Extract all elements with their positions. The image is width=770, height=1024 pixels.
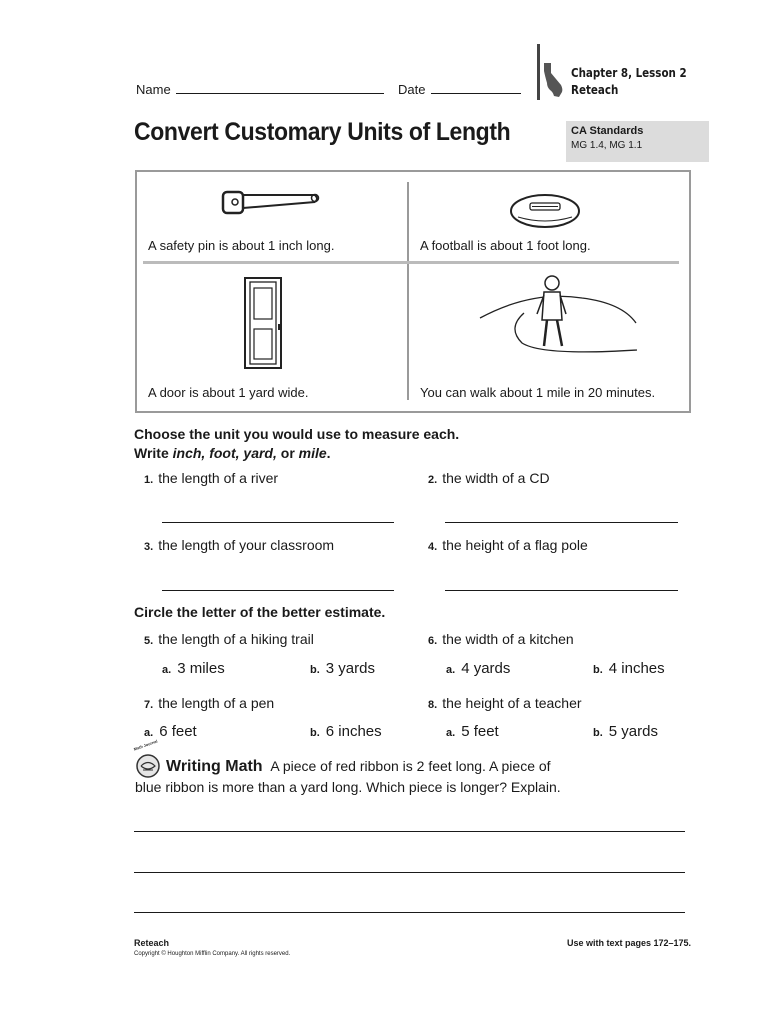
option-text: 6 inches <box>325 723 382 740</box>
question-number: 1. <box>144 474 154 486</box>
option-7b[interactable] <box>310 723 382 740</box>
walk-caption: You can walk about 1 mile in 20 minutes. <box>420 385 656 400</box>
date-field[interactable] <box>431 80 521 94</box>
option-text: 5 feet <box>461 723 499 740</box>
footer-copyright: Copyright © Houghton Mifflin Company. All rights reserved. <box>134 951 291 957</box>
option-8b[interactable] <box>593 723 658 740</box>
question-text: the height of a flag pole <box>442 537 588 553</box>
section2-instructions: Circle the letter of the better estimate. <box>134 604 386 620</box>
standards-box <box>566 121 709 162</box>
section1-line2 <box>134 444 459 463</box>
question-number: 5. <box>144 635 154 647</box>
option-text: 4 inches <box>608 660 665 677</box>
option-letter: a. <box>446 727 456 739</box>
option-text: 6 feet <box>159 723 197 740</box>
question-8 <box>428 695 582 711</box>
writing-math-title: Writing Math <box>166 758 263 775</box>
footer-pages: Use with text pages 172–175. <box>567 938 692 948</box>
option-text: 3 yards <box>325 660 375 677</box>
writing-answer-line-1[interactable] <box>134 818 685 832</box>
writing-math-line2: blue ribbon is more than a yard long. Which piece is longer? Explain. <box>135 779 561 795</box>
question-text: the width of a CD <box>442 470 550 486</box>
writing-answer-line-3[interactable] <box>134 899 685 913</box>
standards-codes: MG 1.4, MG 1.1 <box>571 140 643 151</box>
option-text: 3 miles <box>177 660 225 677</box>
footer-reteach: Reteach <box>134 938 170 948</box>
question-5 <box>144 631 314 647</box>
reteach-label: Reteach <box>571 83 619 97</box>
question-2 <box>428 470 550 486</box>
option-5b[interactable] <box>310 660 375 677</box>
date-label: Date <box>398 82 426 97</box>
question-number: 4. <box>428 541 438 553</box>
answer-1-field[interactable] <box>162 508 394 523</box>
option-8a[interactable] <box>446 723 499 740</box>
question-text: the length of a river <box>158 470 279 486</box>
option-letter: b. <box>593 664 603 676</box>
option-letter: a. <box>144 727 154 739</box>
period: . <box>326 445 331 461</box>
question-text: the height of a teacher <box>442 695 582 711</box>
page-title: Convert Customary Units of Length <box>134 118 511 146</box>
write-word: Write <box>134 445 173 461</box>
writing-math-prompt-1: A piece of red ribbon is 2 feet long. A piece of <box>270 758 551 774</box>
option-text: 4 yards <box>461 660 511 677</box>
question-number: 3. <box>144 541 154 553</box>
option-letter: b. <box>310 664 320 676</box>
option-letter: a. <box>162 664 172 676</box>
question-text: the length of your classroom <box>158 537 335 553</box>
writing-answer-line-2[interactable] <box>134 859 685 873</box>
question-text: the length of a pen <box>158 695 275 711</box>
option-letter: a. <box>446 664 456 676</box>
question-4 <box>428 537 588 553</box>
writing-math-line1 <box>135 756 735 777</box>
safety-pin-icon <box>219 186 321 218</box>
card-divider-horizontal <box>143 261 679 264</box>
section1-instructions <box>134 425 459 463</box>
answer-4-field[interactable] <box>445 576 678 591</box>
name-label: Name <box>136 82 171 97</box>
option-text: 5 yards <box>608 723 658 740</box>
answer-3-field[interactable] <box>162 576 394 591</box>
question-6 <box>428 631 574 647</box>
question-text: the length of a hiking trail <box>158 631 314 647</box>
question-number: 2. <box>428 474 438 486</box>
writing-math-block <box>135 756 735 797</box>
chapter-label: Chapter 8, Lesson 2 <box>571 66 687 80</box>
california-state-icon <box>542 62 566 98</box>
mile-unit: mile <box>298 445 327 461</box>
question-number: 7. <box>144 699 154 711</box>
question-number: 6. <box>428 635 438 647</box>
or-word: or <box>280 445 295 461</box>
card-divider-vertical <box>407 182 409 400</box>
lesson-info <box>571 65 687 99</box>
math-journal-badge: Math Journal <box>133 738 159 752</box>
option-5a[interactable] <box>162 660 225 677</box>
football-icon <box>508 192 582 230</box>
units-list: inch, foot, yard, <box>172 445 277 461</box>
football-caption: A football is about 1 foot long. <box>420 238 591 253</box>
answer-2-field[interactable] <box>445 508 678 523</box>
option-6b[interactable] <box>593 660 665 677</box>
option-6a[interactable] <box>446 660 510 677</box>
standards-heading: CA Standards <box>571 125 644 137</box>
option-letter: b. <box>310 727 320 739</box>
question-text: the width of a kitchen <box>442 631 574 647</box>
door-caption: A door is about 1 yard wide. <box>148 385 309 400</box>
question-3 <box>144 537 334 553</box>
option-letter: b. <box>593 727 603 739</box>
name-field[interactable] <box>176 80 384 94</box>
walking-boy-icon <box>472 268 642 368</box>
question-number: 8. <box>428 699 438 711</box>
safety-pin-caption: A safety pin is about 1 inch long. <box>148 238 335 253</box>
section1-line1: Choose the unit you would use to measure each. <box>134 426 460 442</box>
question-7 <box>144 695 274 711</box>
header-divider <box>537 44 540 100</box>
examples-card <box>135 170 691 413</box>
option-7a[interactable] <box>144 723 197 740</box>
door-icon <box>241 276 287 370</box>
question-1 <box>144 470 278 486</box>
